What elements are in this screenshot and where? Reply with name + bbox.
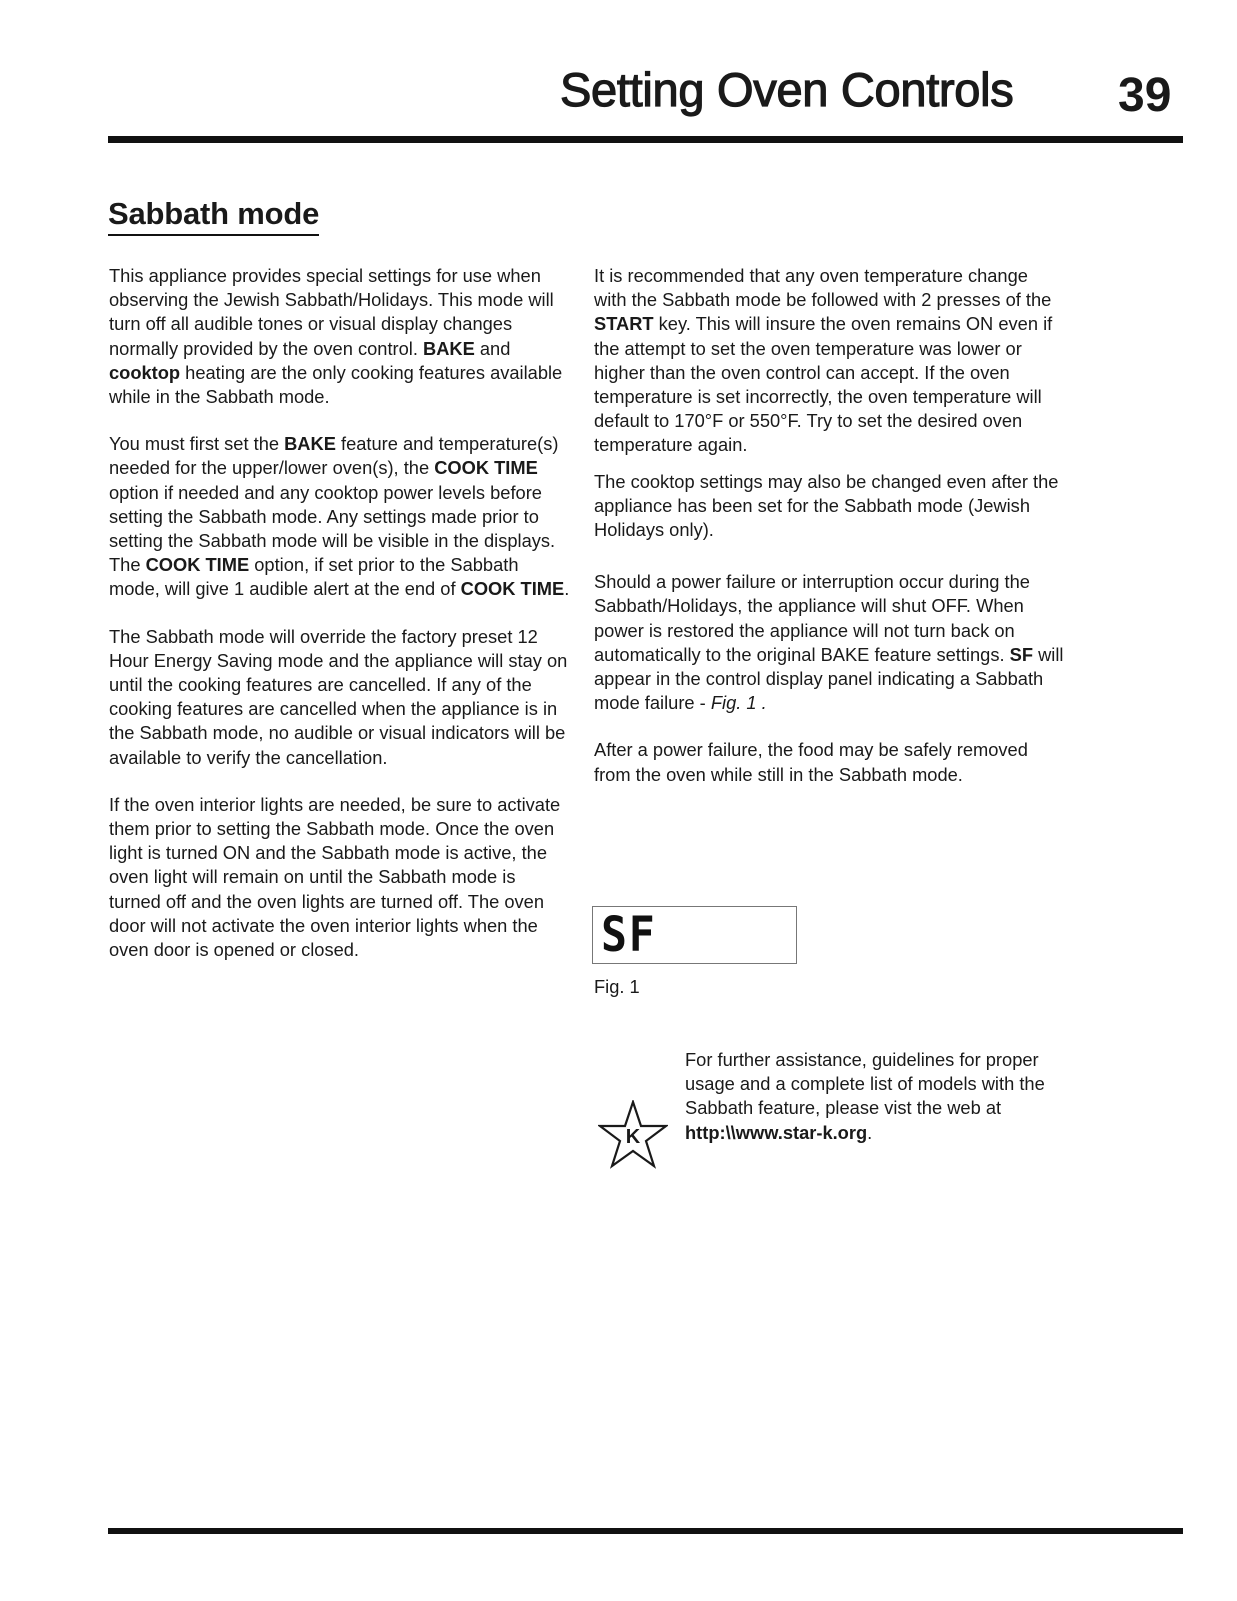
text-run: Should a power failure or interruption occur during the Sabbath/Holidays, the appliance will shut OFF. When power is restored the appliance will not turn back on automatically to the original BAKE feature settings.: [594, 571, 1030, 665]
text-run: It is recommended that any oven temperature change with the Sabbath mode be followed with 2 presses of the: [594, 265, 1052, 311]
right-column: [594, 264, 1064, 787]
top-rule: [108, 136, 1183, 143]
display-code: SF: [601, 907, 657, 963]
text-run: heating are the only cooking features available while in the Sabbath mode.: [109, 361, 563, 408]
paragraph-temperature: [594, 264, 1064, 458]
paragraph-power-failure: [594, 570, 1064, 715]
figure-reference: Fig. 1 .: [710, 692, 767, 714]
text-run: .: [867, 1121, 873, 1143]
star-k-logo-icon: [598, 1100, 668, 1176]
star-k-letter: K: [625, 1126, 641, 1148]
bold-term: COOK TIME: [460, 578, 565, 600]
bold-term: COOK TIME: [434, 457, 538, 479]
bold-term: COOK TIME: [145, 554, 250, 576]
page-number: 39: [1118, 69, 1172, 122]
text-run: option if needed and any cooktop power levels before setting the Sabbath mode. Any settings made prior to setting the Sabbath mode will be visible in the displays. The: [109, 481, 556, 576]
text-run: This appliance provides special settings for use when observing the Jewish Sabbath/Holidays. This mode will turn off all audible tones or visual display changes normally provided by the oven control.: [109, 265, 554, 359]
paragraph-override: The Sabbath mode will override the factory preset 12 Hour Energy Saving mode and the appliance will stay on until the cooking features are cancelled. If any of the cooking features are cancelled when the appliance is in the Sabbath mode, no audible or visual indicators will be available to verify the cancellation.: [109, 625, 568, 768]
left-column: [109, 264, 572, 985]
text-run: and: [474, 337, 511, 359]
bold-term: cooktop: [109, 361, 181, 383]
assistance-url-line: [685, 1121, 1065, 1145]
paragraph-setup: [109, 432, 572, 601]
bold-term: BAKE: [284, 433, 336, 455]
control-display-figure: [592, 906, 797, 964]
assistance-text: For further assistance, guidelines for proper usage and a complete list of models with the Sabbath feature, please vist the web at: [685, 1049, 1045, 1119]
text-run: .: [564, 578, 570, 600]
bottom-rule: [108, 1528, 1183, 1534]
paragraph-after-failure: After a power failure, the food may be safely removed from the oven while still in the Sabbath mode.: [594, 739, 1028, 785]
text-run: option, if set prior to the Sabbath mode, will give 1 audible alert at the end of: [109, 554, 519, 600]
paragraph-lights: If the oven interior lights are needed, be sure to activate them prior to setting the Sabbath mode. Once the oven light is turned ON and the Sabbath mode is active, the oven light will remain on until the Sabbath mode is turned off and the oven lights are turned off. The oven door will not activate the oven interior lights when the oven door is opened or closed.: [109, 793, 561, 961]
text-run: feature and temperature(s) needed for the upper/lower oven(s), the: [109, 433, 559, 479]
text-run: will appear in the control display panel indicating a Sabbath mode failure -: [594, 643, 1064, 714]
bold-term: BAKE: [423, 337, 475, 359]
bold-term: SF: [1009, 643, 1033, 665]
text-run: key. This will insure the oven remains ON even if the attempt to set the oven temperature was lower or higher than the oven control can accept. If the oven temperature is set incorrectly, the oven temperature will default to 170°F or 550°F. Try to set the desired oven temperature again.: [594, 313, 1053, 456]
paragraph-cooktop: The cooktop settings may also be changed even after the appliance has been set for the Sabbath mode (Jewish Holidays only).: [594, 470, 1059, 541]
bold-term: START: [594, 313, 654, 335]
paragraph-intro: [109, 264, 572, 409]
text-run: You must first set the: [109, 433, 285, 455]
section-title: Sabbath mode: [108, 196, 319, 236]
star-k-link[interactable]: http:\\www.star-k.org: [685, 1121, 868, 1143]
figure-caption: Fig. 1: [594, 976, 640, 997]
assistance-note: [685, 1048, 1065, 1145]
page-header-title: Setting Oven Controls: [560, 63, 1014, 116]
